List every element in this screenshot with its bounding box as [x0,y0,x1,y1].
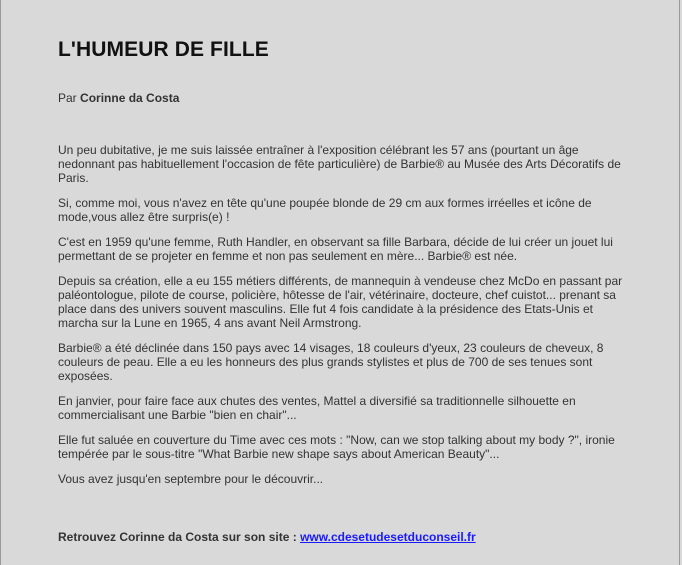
article [58,36,623,497]
article-title: L'HUMEUR DE FILLE [58,38,269,61]
paragraph: En janvier, pour faire face aux chutes des ventes, Mattel a diversifié sa traditionnelle silhouette en commercialisant une Barbie "bien en chair"... [58,394,576,422]
footer-text: Retrouvez Corinne da Costa sur son site : [58,530,297,544]
article-body [58,143,623,486]
author-name: Corinne da Costa [80,91,180,105]
paragraph: Vous avez jusqu'en septembre pour le découvrir... [58,472,324,486]
paragraph: Un peu dubitative, je me suis laissée entraîner à l'exposition célébrant les 57 ans (pourtant un âge nedonnant pas habituellement l'occasion de fête particulière) de Barbie® au Musée des Arts Décoratifs de Paris. [58,143,621,185]
byline-prefix: Par [58,91,77,105]
paragraph: C'est en 1959 qu'une femme, Ruth Handler, en observant sa fille Barbara, décide de lui créer un jouet lui permettant de se projeter en femme et non pas seulement en mère... Barbie® est née. [58,235,613,263]
paragraph: Si, comme moi, vous n'avez en tête qu'une poupée blonde de 29 cm aux formes irréelles et icône de mode,vous allez être surpris(e) ! [58,196,592,224]
paragraph: Barbie® a été déclinée dans 150 pays avec 14 visages, 18 couleurs d'yeux, 23 couleurs de cheveux, 8 couleurs de peau. Elle a eu les honneurs des plus grands stylistes et plus de 700 de ses tenues sont exposées. [58,341,604,383]
byline [58,91,623,106]
paragraph: Elle fut saluée en couverture du Time avec ces mots : "Now, can we stop talking about my body ?", ironie tempérée par le sous-titre "What Barbie new shape says about American Beauty"... [58,433,615,461]
website-link[interactable]: www.cdesetudesetduconseil.fr [300,530,476,544]
footer [58,530,476,545]
paragraph: Depuis sa création, elle a eu 155 métiers différents, de mannequin à vendeuse chez McDo en passant par paléontologue, pilote de course, policière, hôtesse de l'air, vétérinaire, docteure, chef cuistot... prenant sa place dans des univers souvent masculins. Elle fut 4 fois candidate à la présidence des Etats-Unis et marcha sur la Lune en 1965, 4 ans avant Neil Armstrong. [58,274,623,330]
